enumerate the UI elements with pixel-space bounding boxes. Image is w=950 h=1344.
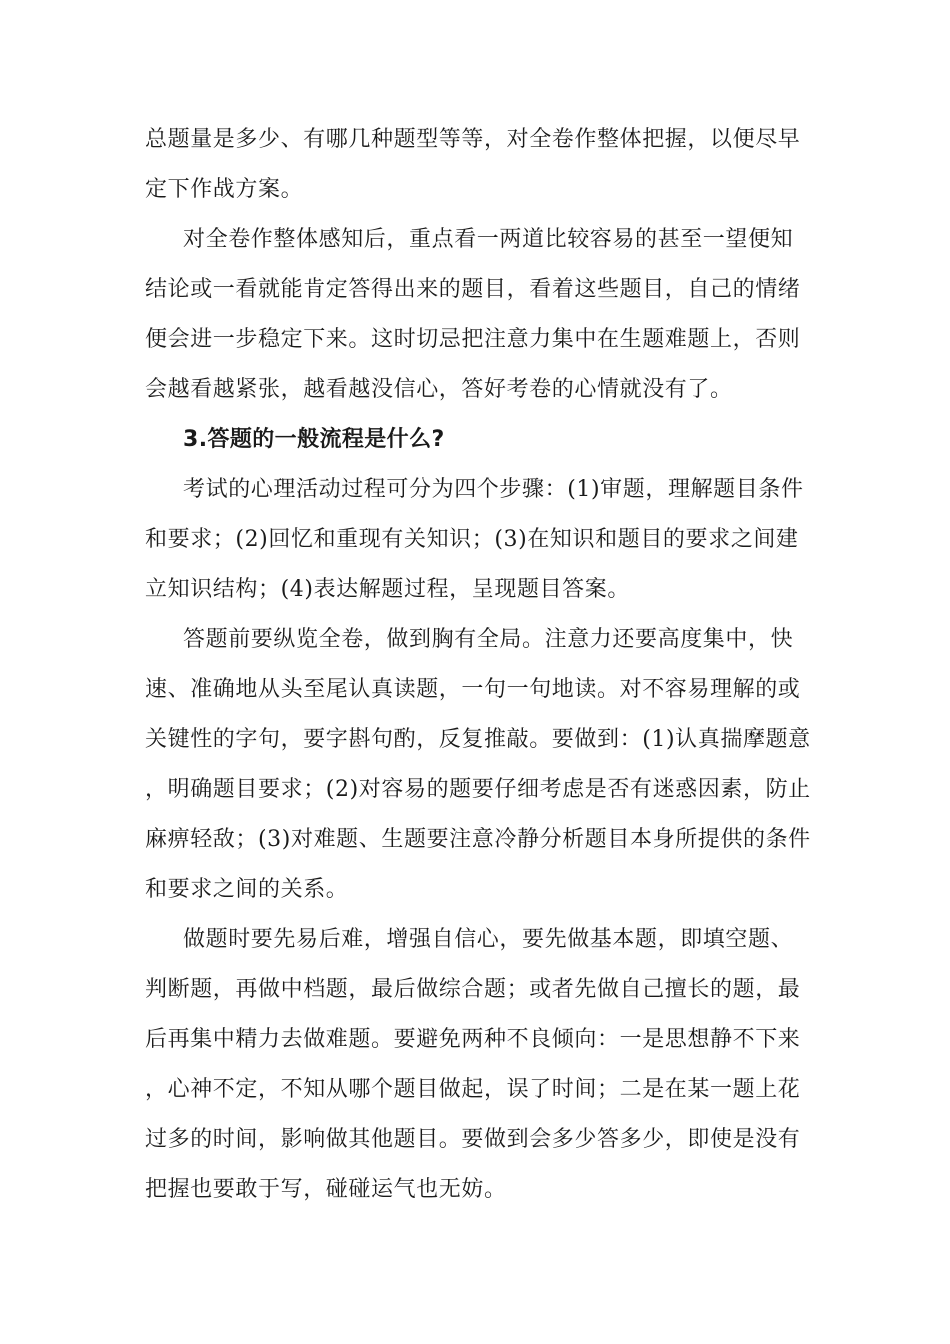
text-line: 总题量是多少、有哪几种题型等等，对全卷作整体把握，以便尽早 [145, 127, 801, 152]
text-line: 定下作战方案。 [145, 177, 304, 202]
text-line: 会越看越紧张，越看越没信心，答好考卷的心情就没有了。 [145, 377, 733, 402]
text-line: 把握也要敢于写，碰碰运气也无妨。 [145, 1177, 507, 1202]
text-line: 便会进一步稳定下来。这时切忌把注意力集中在生题难题上，否则 [145, 327, 801, 352]
text-line: 后再集中精力去做难题。要避免两种不良倾向：一是思想静不下来 [145, 1027, 801, 1052]
text-line: 过多的时间，影响做其他题目。要做到会多少答多少，即使是没有 [145, 1127, 801, 1152]
text-line: 速、准确地从头至尾认真读题，一句一句地读。对不容易理解的或 [145, 677, 801, 702]
text-line: 考试的心理活动过程可分为四个步骤：(1)审题，理解题目条件 [183, 477, 804, 502]
text-line: 和要求；(2)回忆和重现有关知识；(3)在知识和题目的要求之间建 [145, 527, 799, 552]
text-line: 做题时要先易后难，增强自信心，要先做基本题，即填空题、 [183, 927, 794, 952]
text-line: ，明确题目要求；(2)对容易的题要仔细考虑是否有迷惑因素，防止 [145, 777, 811, 802]
text-line: 判断题，再做中档题，最后做综合题；或者先做自己擅长的题，最 [145, 977, 801, 1002]
text-line: 对全卷作整体感知后，重点看一两道比较容易的甚至一望便知 [183, 227, 794, 252]
text-line: ，心神不定，不知从哪个题目做起，误了时间；二是在某一题上花 [145, 1077, 801, 1102]
text-line: 答题前要纵览全卷，做到胸有全局。注意力还要高度集中，快 [183, 627, 794, 652]
text-line: 结论或一看就能肯定答得出来的题目，看着这些题目，自己的情绪 [145, 277, 801, 302]
text-line: 麻痹轻敌；(3)对难题、生题要注意冷静分析题目本身所提供的条件 [145, 827, 811, 852]
section-heading: 3.答题的一般流程是什么? [183, 427, 445, 452]
text-line: 关键性的字句，要字斟句酌，反复推敲。要做到：(1)认真揣摩题意 [145, 727, 811, 752]
text-line: 和要求之间的关系。 [145, 877, 349, 902]
text-line: 立知识结构；(4)表达解题过程，呈现题目答案。 [145, 577, 630, 602]
